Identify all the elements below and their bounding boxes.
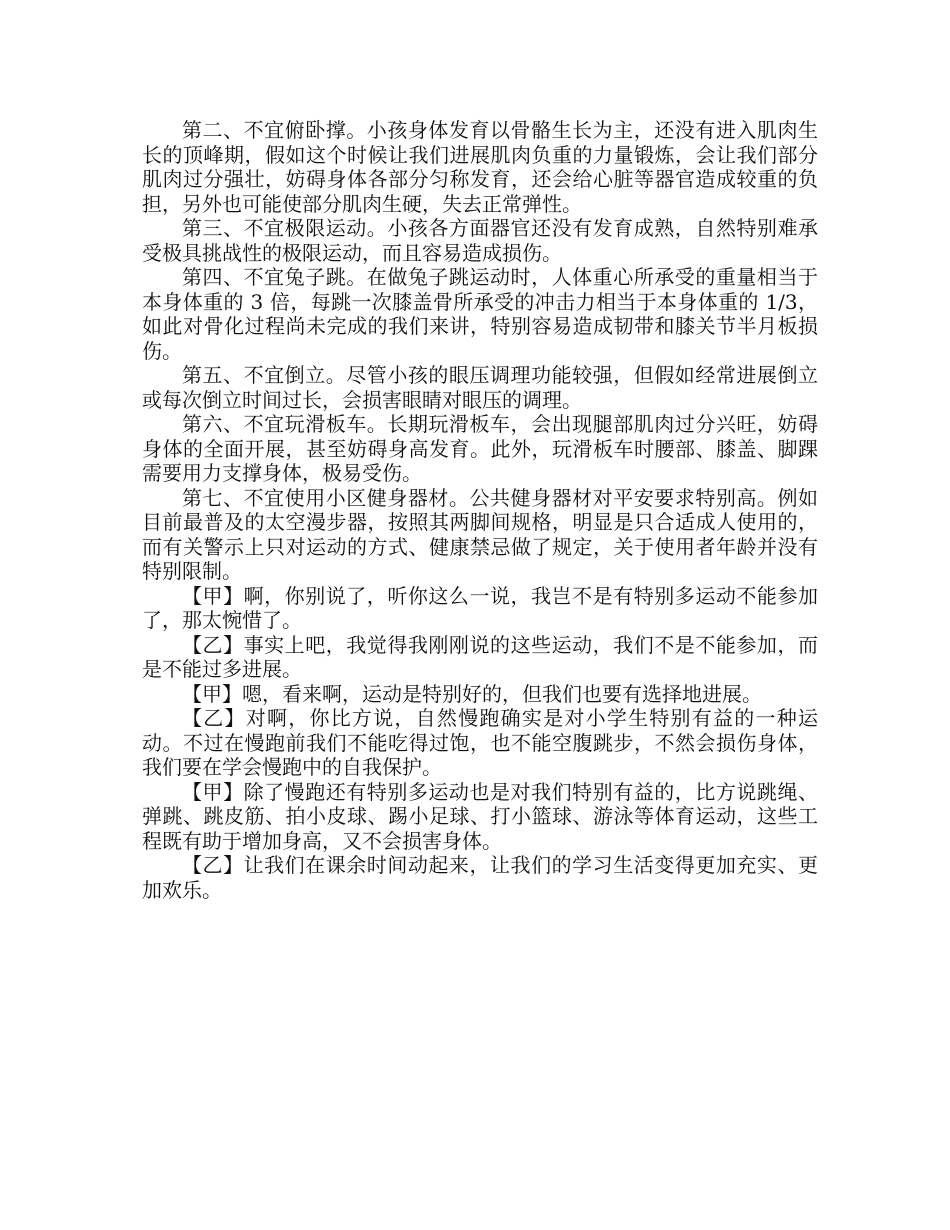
dialogue-line: 【甲】啊，你别说了，听你这么一说，我岂不是有特别多运动不能参加了，那太惋惜了。 [142, 583, 818, 632]
dialogue-line: 【乙】让我们在课余时间动起来，让我们的学习生活变得更加充实、更加欢乐。 [142, 853, 818, 902]
paragraph: 第二、不宜俯卧撑。小孩身体发育以骨骼生长为主，还没有进入肌肉生长的顶峰期，假如这个时候让我们进展肌肉负重的力量锻炼，会让我们部分肌肉过分强壮，妨碍身体各部分匀称发育，还会给心脏等器官造成较重的负担，另外也可能使部分肌肉生硬，失去正常弹性。 [142, 118, 818, 216]
dialogue-line: 【甲】嗯，看来啊，运动是特别好的，但我们也要有选择地进展。 [182, 681, 762, 706]
paragraph: 第四、不宜兔子跳。在做兔子跳运动时，人体重心所承受的重量相当于本身体重的 3 倍，每跳一次膝盖骨所承受的冲击力相当于本身体重的 1/3，如此对骨化过程尚未完成的我们来讲，特别容易造成韧带和膝关节半月板损伤。 [142, 265, 818, 363]
dialogue-line: 【乙】事实上吧，我觉得我刚刚说的这些运动，我们不是不能参加，而是不能过多进展。 [142, 632, 818, 681]
dialogue-line: 【乙】对啊，你比方说，自然慢跑确实是对小学生特别有益的一种运动。不过在慢跑前我们不能吃得过饱，也不能空腹跳步，不然会损伤身体，我们要在学会慢跑中的自我保护。 [142, 706, 818, 779]
paragraph: 第五、不宜倒立。尽管小孩的眼压调理功能较强，但假如经常进展倒立或每次倒立时间过长，会损害眼睛对眼压的调理。 [142, 363, 818, 412]
paragraph: 第六、不宜玩滑板车。长期玩滑板车，会出现腿部肌肉过分兴旺，妨碍身体的全面开展，甚至妨碍身高发育。此外，玩滑板车时腰部、膝盖、脚踝需要用力支撑身体，极易受伤。 [142, 412, 818, 485]
paragraph: 第七、不宜使用小区健身器材。公共健身器材对平安要求特别高。例如目前最普及的太空漫步器，按照其两脚间规格，明显是只合适成人使用的，而有关警示上只对运动的方式、健康禁忌做了规定，关于使用者年龄并没有特别限制。 [142, 485, 818, 583]
document-body [142, 118, 818, 902]
dialogue-line: 【甲】除了慢跑还有特别多运动也是对我们特别有益的，比方说跳绳、弹跳、跳皮筋、拍小皮球、踢小足球、打小篮球、游泳等体育运动，这些工程既有助于增加身高，又不会损害身体。 [142, 779, 818, 853]
paragraph: 第三、不宜极限运动。小孩各方面器官还没有发育成熟，自然特别难承受极具挑战性的极限运动，而且容易造成损伤。 [142, 216, 818, 265]
